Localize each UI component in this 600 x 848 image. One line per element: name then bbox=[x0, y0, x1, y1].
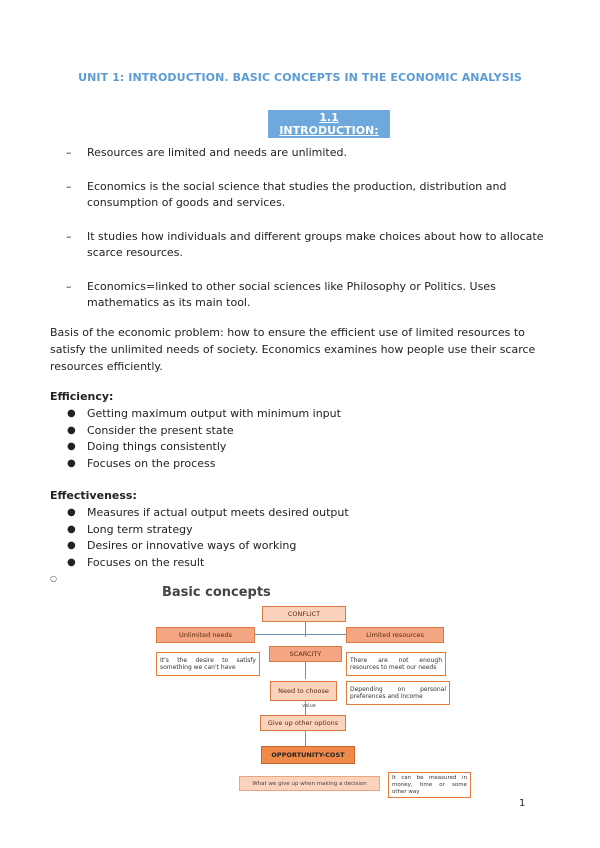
needs-description: It's the desire to satisfy something we can't have bbox=[156, 652, 260, 676]
list-item: ● Consider the present state bbox=[67, 423, 234, 437]
stray-bullet-icon: ○ bbox=[50, 574, 57, 583]
limited-resources-node: Limited resources bbox=[346, 627, 444, 643]
resources-description: There are not enough resources to meet our needs bbox=[346, 652, 446, 676]
effectiveness-list bbox=[66, 505, 546, 571]
diagram-title: Basic concepts bbox=[162, 585, 271, 600]
list-item: ● Focuses on the process bbox=[67, 456, 216, 470]
list-item: – Economics is the social science that studies the production, distribution and consumption of goods and services. bbox=[66, 180, 507, 209]
section-subtitle: 1.1 INTRODUCTION: bbox=[268, 110, 390, 138]
document-title: UNIT 1: INTRODUCTION. BASIC CONCEPTS IN THE ECONOMIC ANALYSIS bbox=[78, 71, 522, 84]
basis-paragraph: Basis of the economic problem: how to ensure the efficient use of limited resources to satisfy the unlimited needs of society. Economics examines how people use their scarce resources efficiently. bbox=[50, 326, 536, 373]
efficiency-heading: Efficiency: bbox=[50, 390, 114, 403]
efficiency-list bbox=[66, 406, 546, 472]
basic-concepts-diagram bbox=[150, 582, 480, 802]
intro-dash-list bbox=[66, 145, 566, 329]
scarcity-node: SCARCITY bbox=[269, 646, 342, 662]
list-item: – It studies how individuals and different groups make choices about how to allocate scarce resources. bbox=[66, 230, 544, 259]
cost-measurement: It can be measured in money, time or some other way bbox=[388, 772, 471, 798]
connector-line bbox=[305, 661, 306, 679]
list-item: – Resources are limited and needs are unlimited. bbox=[66, 146, 347, 159]
value-label: value bbox=[302, 703, 316, 709]
list-item: ● Measures if actual output meets desired output bbox=[67, 506, 349, 519]
cost-definition: What we give up when making a decision bbox=[239, 776, 380, 791]
need-to-choose-node: Need to choose bbox=[270, 681, 337, 701]
list-item: – Economics=linked to other social sciences like Philosophy or Politics. Uses mathematics as its main tool. bbox=[66, 280, 496, 309]
choose-description: Depending on personal preferences and income bbox=[346, 681, 450, 705]
give-up-node: Give up other options bbox=[260, 715, 346, 731]
list-item: ● Getting maximum output with minimum input bbox=[67, 407, 341, 420]
opportunity-cost-node: OPPORTUNITY-COST bbox=[261, 746, 355, 764]
list-item: ● Desires or innovative ways of working bbox=[67, 539, 297, 552]
page-number: 1 bbox=[519, 798, 526, 809]
effectiveness-heading: Effectiveness: bbox=[50, 489, 137, 502]
conflict-node: CONFLICT bbox=[262, 606, 346, 622]
connector-line bbox=[255, 634, 348, 635]
unlimited-needs-node: Unlimited needs bbox=[156, 627, 255, 643]
list-item: ● Long term strategy bbox=[67, 522, 193, 536]
connector-line bbox=[305, 731, 306, 746]
list-item: ● Focuses on the result bbox=[67, 555, 205, 569]
list-item: ● Doing things consistently bbox=[67, 440, 227, 453]
